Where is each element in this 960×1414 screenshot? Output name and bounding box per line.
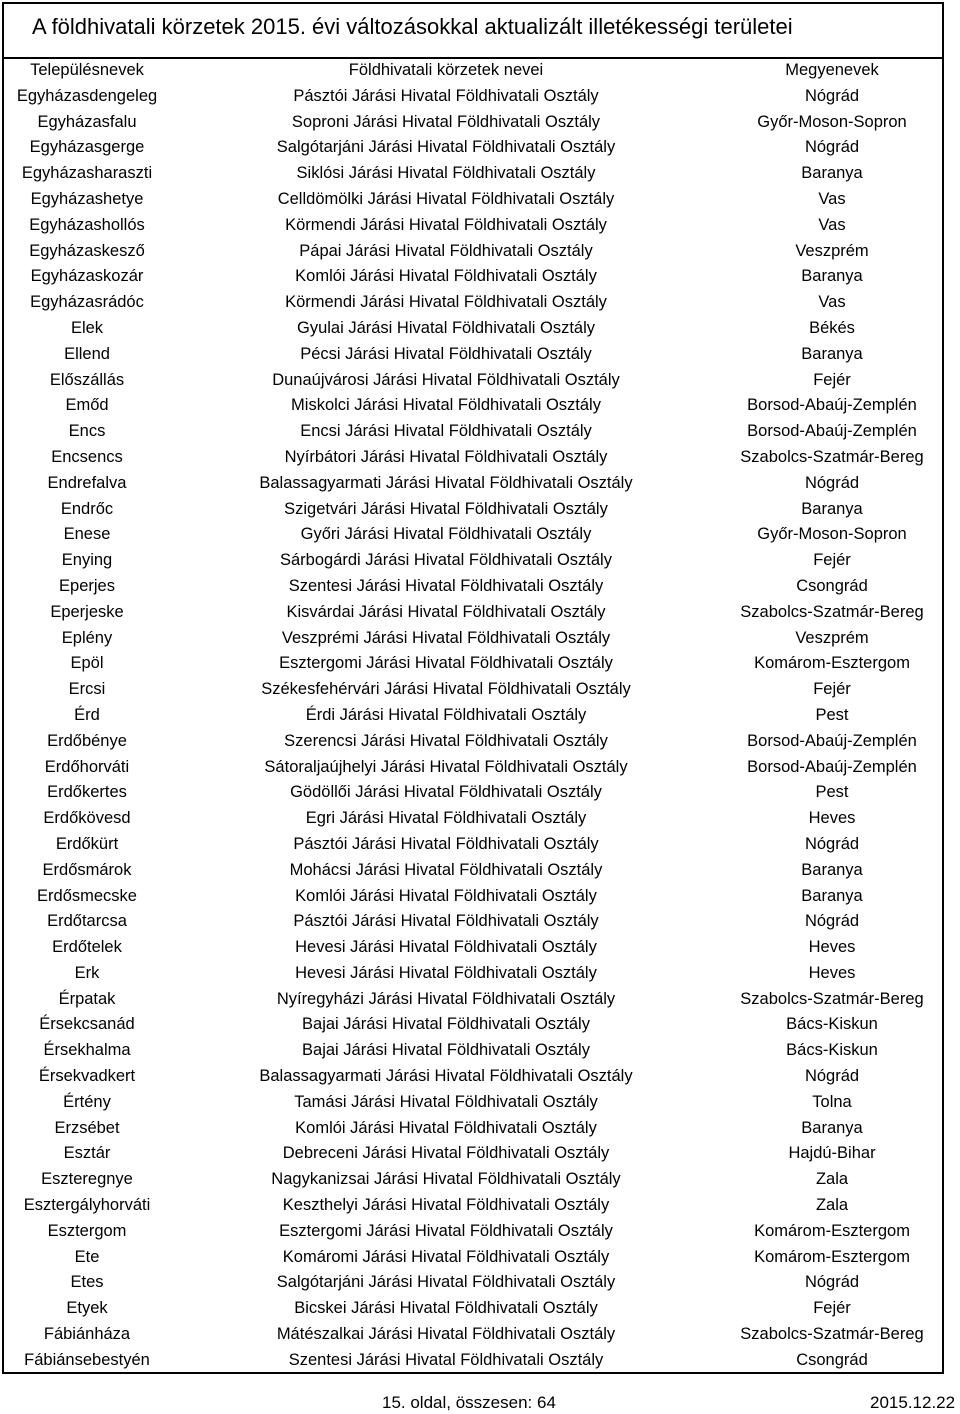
settlement-cell: Erdőkürt [55, 834, 119, 853]
settlement-cell: Erdősmecske [37, 886, 137, 905]
land-office-cell: Bajai Járási Hivatal Földhivatali Osztály [302, 1041, 590, 1060]
settlement-cell: Esztergom [47, 1221, 127, 1240]
land-office-cell: Komlói Járási Hivatal Földhivatali Osztály [295, 1118, 597, 1137]
settlement-cell: Eperjes [59, 576, 115, 595]
table-row [4, 213, 942, 239]
land-office-cell: Nyíregyházi Járási Hivatal Földhivatali Osztály [276, 989, 616, 1008]
land-office-cell: Salgótarjáni Járási Hivatal Földhivatali Osztály [276, 138, 616, 157]
county-cell: Fejér [813, 680, 851, 699]
land-office-cell: Esztergomi Járási Hivatal Földhivatali Osztály [279, 1221, 613, 1240]
settlement-cell: Erdőbénye [47, 731, 127, 750]
settlement-cell: Erdőtarcsa [47, 912, 127, 931]
county-cell: Nógrád [804, 473, 860, 492]
table-row [4, 780, 942, 806]
table-row [4, 368, 942, 394]
land-office-cell: Salgótarjáni Járási Hivatal Földhivatali Osztály [276, 1273, 616, 1292]
land-office-cell: Veszprémi Járási Hivatal Földhivatali Osztály [281, 628, 611, 647]
settlement-cell: Encsencs [51, 447, 123, 466]
table-row [4, 1141, 942, 1167]
table-row [4, 574, 942, 600]
county-cell: Zala [815, 1170, 849, 1189]
table-row [4, 239, 942, 265]
land-office-cell: Pécsi Járási Hivatal Földhivatali Osztály [300, 344, 592, 363]
county-cell: Szabolcs-Szatmár-Bereg [740, 1325, 924, 1344]
county-cell: Győr-Moson-Sopron [757, 112, 907, 131]
page-title: A földhivatali körzetek 2015. évi változásokkal aktualizált illetékességi területei [32, 14, 793, 39]
table-row [4, 703, 942, 729]
settlement-cell: Fábiánháza [43, 1325, 131, 1344]
settlement-cell: Etes [70, 1273, 104, 1292]
land-office-cell: Székesfehérvári Járási Hivatal Földhivatali Osztály [261, 680, 631, 699]
county-cell: Csongrád [796, 1350, 868, 1369]
county-cell: Nógrád [804, 86, 860, 105]
county-cell: Baranya [801, 1118, 863, 1137]
settlement-cell: Esztergályhorváti [23, 1196, 151, 1215]
table-row [4, 1116, 942, 1142]
county-cell: Fejér [813, 370, 851, 389]
county-cell: Komárom-Esztergom [754, 1221, 910, 1240]
county-cell: Borsod-Abaúj-Zemplén [747, 757, 917, 776]
footer-date: 2015.12.22 [870, 1393, 956, 1412]
county-cell: Borsod-Abaúj-Zemplén [747, 396, 917, 415]
land-office-cell: Komlói Járási Hivatal Földhivatali Osztály [295, 267, 597, 286]
land-office-cell: Soproni Járási Hivatal Földhivatali Osztály [291, 112, 601, 131]
county-cell: Pest [815, 783, 849, 802]
header-settlement: Településnevek [30, 61, 144, 79]
land-office-table [4, 58, 942, 1374]
table-row [4, 1193, 942, 1219]
county-cell: Baranya [801, 499, 863, 518]
land-office-cell: Keszthelyi Járási Hivatal Földhivatali Osztály [282, 1196, 610, 1215]
land-office-cell: Kisvárdai Járási Hivatal Földhivatali Osztály [286, 602, 606, 621]
land-office-cell: Gödöllői Járási Hivatal Földhivatali Osztály [290, 783, 602, 802]
county-cell: Nógrád [804, 912, 860, 931]
land-office-cell: Körmendi Járási Hivatal Földhivatali Osztály [285, 215, 607, 234]
land-office-cell: Celldömölki Járási Hivatal Földhivatali Osztály [277, 189, 615, 208]
table-row [4, 187, 942, 213]
land-office-cell: Dunaújvárosi Járási Hivatal Földhivatali Osztály [272, 370, 620, 389]
county-cell: Fejér [813, 1299, 851, 1318]
county-cell: Nógrád [804, 138, 860, 157]
land-office-cell: Debreceni Járási Hivatal Földhivatali Osztály [282, 1144, 610, 1163]
land-office-cell: Hevesi Járási Hivatal Földhivatali Osztály [295, 938, 597, 957]
county-cell: Hajdú-Bihar [788, 1144, 876, 1163]
county-cell: Borsod-Abaúj-Zemplén [747, 731, 917, 750]
land-office-cell: Balassagyarmati Járási Hivatal Földhivatali Osztály [259, 1067, 633, 1086]
land-office-cell: Szentesi Járási Hivatal Földhivatali Osztály [288, 1350, 604, 1369]
settlement-cell: Egyházasharaszti [21, 164, 153, 183]
settlement-cell: Egyházashollós [29, 215, 145, 234]
land-office-cell: Szentesi Járási Hivatal Földhivatali Osztály [288, 576, 604, 595]
settlement-cell: Erk [74, 963, 100, 982]
table-row [4, 419, 942, 445]
land-office-cell: Pásztói Járási Hivatal Földhivatali Osztály [293, 912, 599, 931]
land-office-cell: Győri Járási Hivatal Földhivatali Osztály [300, 525, 592, 544]
table-row [4, 1090, 942, 1116]
county-cell: Veszprém [795, 628, 869, 647]
settlement-cell: Egyházashetye [30, 189, 144, 208]
table-row [4, 1270, 942, 1296]
county-cell: Heves [808, 809, 856, 828]
settlement-cell: Ellend [64, 344, 110, 363]
county-cell: Tolna [812, 1092, 852, 1111]
table-row [4, 987, 942, 1013]
table-row [4, 1012, 942, 1038]
settlement-cell: Emőd [65, 396, 109, 415]
county-cell: Zala [815, 1196, 849, 1215]
land-office-cell: Mohácsi Járási Hivatal Földhivatali Osztály [289, 860, 603, 879]
land-office-cell: Bicskei Járási Hivatal Földhivatali Osztály [294, 1299, 598, 1318]
header-land-office: Földhivatali körzetek nevei [348, 61, 544, 79]
county-cell: Fejér [813, 551, 851, 570]
table-body [4, 84, 942, 1374]
table-row [4, 161, 942, 187]
land-office-cell: Siklósi Járási Hivatal Földhivatali Osztály [296, 164, 596, 183]
table-row [4, 677, 942, 703]
table-row [4, 393, 942, 419]
settlement-cell: Erdősmárok [42, 860, 132, 879]
table-row [4, 729, 942, 755]
table-row [4, 1322, 942, 1348]
table-row [4, 135, 942, 161]
settlement-cell: Eperjeske [50, 602, 124, 621]
table-row [4, 471, 942, 497]
county-cell: Vas [818, 293, 846, 312]
land-office-cell: Bajai Járási Hivatal Földhivatali Osztály [302, 1015, 590, 1034]
table-row [4, 342, 942, 368]
settlement-cell: Egyházasrádóc [30, 293, 144, 312]
county-cell: Békés [809, 318, 855, 337]
land-office-cell: Pásztói Járási Hivatal Földhivatali Osztály [293, 834, 599, 853]
settlement-cell: Enying [61, 551, 113, 570]
table-row [4, 264, 942, 290]
table-row [4, 884, 942, 910]
county-cell: Csongrád [796, 576, 868, 595]
settlement-cell: Erdőkövesd [43, 809, 131, 828]
settlement-cell: Endrefalva [47, 473, 127, 492]
settlement-cell: Erdőtelek [52, 938, 122, 957]
settlement-cell: Egyházasgerge [29, 138, 145, 157]
land-office-cell: Sátoraljaújhelyi Járási Hivatal Földhivatali Osztály [264, 757, 628, 776]
table-row [4, 1348, 942, 1374]
settlement-cell: Etyek [66, 1299, 108, 1318]
table-row [4, 522, 942, 548]
table-row [4, 1219, 942, 1245]
table-row [4, 84, 942, 110]
settlement-cell: Esztár [63, 1144, 111, 1163]
land-office-cell: Nyírbátori Járási Hivatal Földhivatali Osztály [284, 447, 608, 466]
land-office-cell: Komlói Járási Hivatal Földhivatali Osztály [295, 886, 597, 905]
county-cell: Vas [818, 215, 846, 234]
land-office-cell: Pápai Járási Hivatal Földhivatali Osztály [299, 241, 593, 260]
table-row [4, 961, 942, 987]
table-row [4, 316, 942, 342]
table-row [4, 548, 942, 574]
table-row [4, 290, 942, 316]
page-number: 15. oldal, összesen: 64 [382, 1393, 556, 1412]
settlement-cell: Érpatak [58, 989, 116, 1008]
land-office-cell: Komáromi Járási Hivatal Földhivatali Osztály [282, 1247, 610, 1266]
settlement-cell: Enese [63, 525, 111, 544]
settlement-cell: Egyházasfalu [37, 112, 137, 131]
table-row [4, 909, 942, 935]
county-cell: Nógrád [804, 834, 860, 853]
settlement-cell: Epöl [70, 654, 104, 673]
table-row [4, 806, 942, 832]
header-county: Megyenevek [785, 61, 879, 79]
table-row [4, 1064, 942, 1090]
county-cell: Szabolcs-Szatmár-Bereg [740, 989, 924, 1008]
settlement-cell: Érsekvadkert [38, 1067, 136, 1086]
land-office-cell: Körmendi Járási Hivatal Földhivatali Osztály [285, 293, 607, 312]
settlement-cell: Elek [70, 318, 104, 337]
land-office-cell: Mátészalkai Járási Hivatal Földhivatali Osztály [276, 1325, 616, 1344]
settlement-cell: Egyházaskozár [30, 267, 144, 286]
land-office-cell: Érdi Járási Hivatal Földhivatali Osztály [305, 705, 587, 724]
land-office-cell: Esztergomi Járási Hivatal Földhivatali Osztály [279, 654, 613, 673]
settlement-cell: Erdőkertes [47, 783, 127, 802]
table-row [4, 497, 942, 523]
settlement-cell: Egyházaskesző [29, 241, 145, 260]
settlement-cell: Erdőhorváti [44, 757, 130, 776]
table-row [4, 110, 942, 136]
land-office-cell: Szigetvári Járási Hivatal Földhivatali Osztály [284, 499, 608, 518]
table-row [4, 651, 942, 677]
county-cell: Baranya [801, 886, 863, 905]
settlement-cell: Endrőc [60, 499, 114, 518]
land-office-cell: Nagykanizsai Járási Hivatal Földhivatali Osztály [271, 1170, 621, 1189]
land-office-cell: Hevesi Járási Hivatal Földhivatali Osztály [295, 963, 597, 982]
county-cell: Vas [818, 189, 846, 208]
table-row [4, 832, 942, 858]
county-cell: Győr-Moson-Sopron [757, 525, 907, 544]
county-cell: Baranya [801, 344, 863, 363]
settlement-cell: Fábiánsebestyén [24, 1350, 150, 1369]
table-row [4, 935, 942, 961]
land-office-cell: Balassagyarmati Járási Hivatal Földhivatali Osztály [259, 473, 633, 492]
land-office-cell: Sárbogárdi Járási Hivatal Földhivatali Osztály [280, 551, 612, 570]
settlement-cell: Előszállás [49, 370, 125, 389]
land-office-cell: Szerencsi Járási Hivatal Földhivatali Osztály [284, 731, 608, 750]
county-cell: Bács-Kiskun [786, 1041, 878, 1060]
county-cell: Pest [815, 705, 849, 724]
land-office-cell: Miskolci Járási Hivatal Földhivatali Osztály [291, 396, 601, 415]
table-row [4, 858, 942, 884]
land-office-cell: Tamási Járási Hivatal Földhivatali Osztály [294, 1092, 598, 1111]
table-row [4, 1245, 942, 1271]
county-cell: Heves [808, 938, 856, 957]
county-cell: Baranya [801, 860, 863, 879]
table-row [4, 755, 942, 781]
table-header-row [4, 58, 942, 84]
settlement-cell: Encs [68, 422, 106, 441]
settlement-cell: Érsekhalma [43, 1041, 131, 1060]
settlement-cell: Erzsébet [54, 1118, 120, 1137]
settlement-cell: Egyházasdengeleg [16, 86, 158, 105]
settlement-cell: Érd [74, 705, 100, 724]
county-cell: Komárom-Esztergom [754, 1247, 910, 1266]
county-cell: Heves [808, 963, 856, 982]
county-cell: Baranya [801, 164, 863, 183]
county-cell: Baranya [801, 267, 863, 286]
county-cell: Nógrád [804, 1067, 860, 1086]
county-cell: Borsod-Abaúj-Zemplén [747, 422, 917, 441]
settlement-cell: Értény [63, 1092, 111, 1111]
land-office-cell: Egri Járási Hivatal Földhivatali Osztály [305, 809, 587, 828]
county-cell: Bács-Kiskun [786, 1015, 878, 1034]
settlement-cell: Ete [74, 1247, 100, 1266]
county-cell: Veszprém [795, 241, 869, 260]
settlement-cell: Eszteregnye [41, 1170, 133, 1189]
settlement-cell: Érsekcsanád [39, 1015, 135, 1034]
table-row [4, 1167, 942, 1193]
table-row [4, 445, 942, 471]
land-office-cell: Gyulai Járási Hivatal Földhivatali Osztály [296, 318, 596, 337]
table-row [4, 1296, 942, 1322]
table-row [4, 626, 942, 652]
settlement-cell: Ercsi [68, 680, 106, 699]
county-cell: Nógrád [804, 1273, 860, 1292]
table-row [4, 600, 942, 626]
land-office-cell: Pásztói Járási Hivatal Földhivatali Osztály [293, 86, 599, 105]
county-cell: Komárom-Esztergom [754, 654, 910, 673]
land-office-cell: Encsi Járási Hivatal Földhivatali Osztály [300, 422, 592, 441]
settlement-cell: Eplény [61, 628, 113, 647]
table-row [4, 1038, 942, 1064]
county-cell: Szabolcs-Szatmár-Bereg [740, 447, 924, 466]
county-cell: Szabolcs-Szatmár-Bereg [740, 602, 924, 621]
